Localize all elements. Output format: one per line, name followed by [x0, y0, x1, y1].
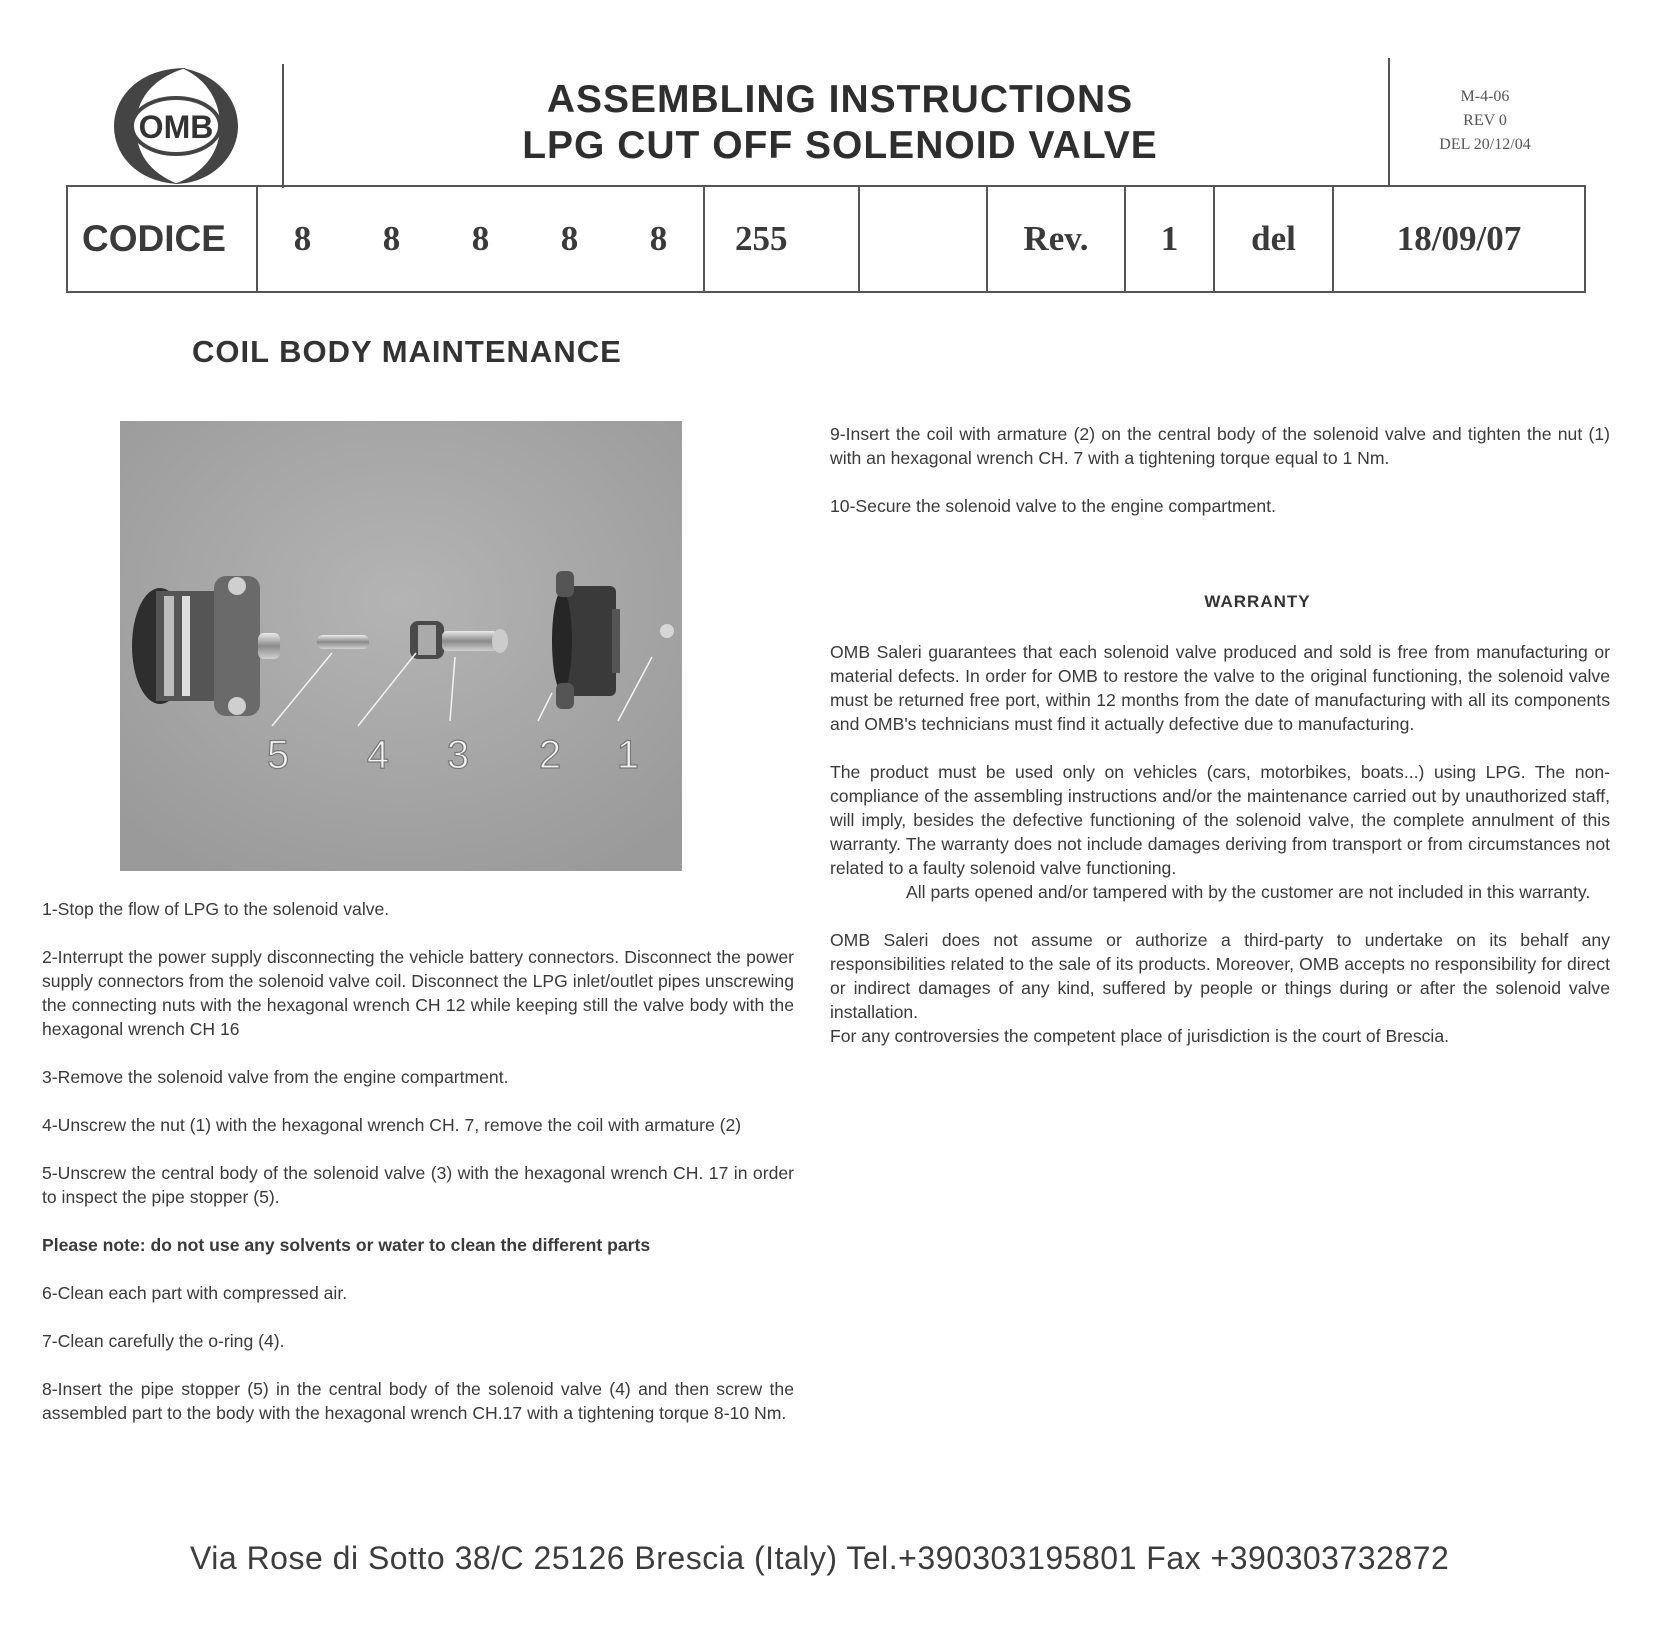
codice-label: CODICE	[82, 218, 226, 259]
code-suffix: 255	[703, 187, 858, 291]
warranty-paragraph-5: For any controversies the competent place of jurisdiction is the court of Brescia.	[830, 1026, 1450, 1046]
step-10: 10-Secure the solenoid valve to the engine compartment.	[830, 496, 1276, 516]
title-line-2: LPG CUT OFF SOLENOID VALVE	[522, 124, 1158, 167]
code-empty-cell	[858, 187, 986, 291]
doc-rev: REV 0	[1463, 112, 1507, 129]
code-digit: 8	[649, 219, 668, 258]
step-1: 1-Stop the flow of LPG to the solenoid valve.	[42, 899, 390, 919]
step-5: 5-Unscrew the central body of the solenoid valve (3) with the hexagonal wrench CH. 17 in order to inspect the pipe stopper (5).	[42, 1163, 794, 1207]
nut-part	[660, 624, 674, 638]
code-digit: 8	[560, 219, 579, 258]
photo-label-1: 1	[616, 733, 640, 777]
footer-address: Via Rose di Sotto 38/C 25126 Brescia (Italy) Tel.+390303195801 Fax +390303732872	[190, 1540, 1450, 1576]
photo-label-2: 2	[538, 733, 562, 777]
rev-label: Rev.	[986, 187, 1124, 291]
step-6: 6-Clean each part with compressed air.	[42, 1283, 348, 1303]
warranty-paragraph-2: The product must be used only on vehicles (cars, motorbikes, boats...) using LPG. The non-compliance of the assembling instructions and/or the maintenance carried out by unauthorized staff, will imply, besides the defective functioning of the solenoid valve, the complete annulment of this warranty. The warranty does not include damages deriving from transport or from circumstances not related to a faulty solenoid valve functioning.	[830, 762, 1610, 878]
step-8: 8-Insert the pipe stopper (5) in the central body of the solenoid valve (4) and then screw the assembled part to the body with the hexagonal wrench CH.17 with a tightening torque 8-10 Nm.	[42, 1379, 794, 1423]
title-line-1: ASSEMBLING INSTRUCTIONS	[546, 78, 1134, 121]
left-steps	[42, 897, 794, 1425]
rev-value: 1	[1124, 187, 1213, 291]
warranty-paragraph-3: All parts opened and/or tampered with by the customer are not included in this warranty.	[906, 882, 1591, 902]
photo-label-3: 3	[446, 733, 470, 777]
pipe-stopper-part	[317, 635, 369, 649]
coil-part	[552, 571, 620, 709]
code-date: 18/09/07	[1332, 187, 1584, 291]
omb-logo	[108, 64, 244, 188]
step-4: 4-Unscrew the nut (1) with the hexagonal wrench CH. 7, remove the coil with armature (2)	[42, 1115, 742, 1135]
code-table	[66, 185, 1586, 293]
logo-text: OMB	[138, 109, 214, 145]
parts-photo	[120, 421, 682, 871]
photo-label-5: 5	[266, 733, 290, 777]
doc-code: M-4-06	[1460, 88, 1510, 105]
doc-date: DEL 20/12/04	[1439, 136, 1531, 153]
right-steps	[830, 422, 1610, 518]
warranty-text	[830, 640, 1610, 1048]
photo-label-4: 4	[366, 733, 390, 777]
code-digit: 8	[471, 219, 490, 258]
step-3: 3-Remove the solenoid valve from the engine compartment.	[42, 1067, 509, 1087]
note: Please note: do not use any solvents or water to clean the different parts	[42, 1235, 651, 1255]
code-digits	[256, 187, 703, 291]
code-digit: 8	[382, 219, 401, 258]
step-2: 2-Interrupt the power supply disconnecting the vehicle battery connectors. Disconnect the power supply connectors from the solenoid valve coil. Disconnect the LPG inlet/outlet pipes unscrewing the connecting nuts with the hexagonal wrench CH 12 while keeping still the valve body with the hexagonal wrench CH 16	[42, 947, 794, 1039]
step-9: 9-Insert the coil with armature (2) on the central body of the solenoid valve and tighten the nut (1) with an hexagonal wrench CH. 7 with a tightening torque equal to 1 Nm.	[830, 424, 1610, 468]
warranty-paragraph-4: OMB Saleri does not assume or authorize a third-party to undertake on its behalf any responsibilities related to the sale of its products. Moreover, OMB accepts no responsibility for direct or indirect damages of any kind, suffered by people or things during or after the solenoid valve installation.	[830, 930, 1610, 1022]
code-digit: 8	[293, 219, 312, 258]
step-7: 7-Clean carefully the o-ring (4).	[42, 1331, 285, 1351]
valve-body-part	[132, 576, 280, 716]
header-divider-left	[282, 64, 284, 188]
section-title: COIL BODY MAINTENANCE	[192, 334, 622, 369]
warranty-paragraph-1: OMB Saleri guarantees that each solenoid valve produced and sold is free from manufacturing or material defects. In order for OMB to restore the valve to the original functioning, the solenoid valve must be returned free port, within 12 months from the date of manufacturing with all its components and OMB's technicians must find it actually defective due to manufacturing.	[830, 642, 1610, 734]
warranty-title: WARRANTY	[1204, 592, 1311, 611]
del-label: del	[1213, 187, 1332, 291]
